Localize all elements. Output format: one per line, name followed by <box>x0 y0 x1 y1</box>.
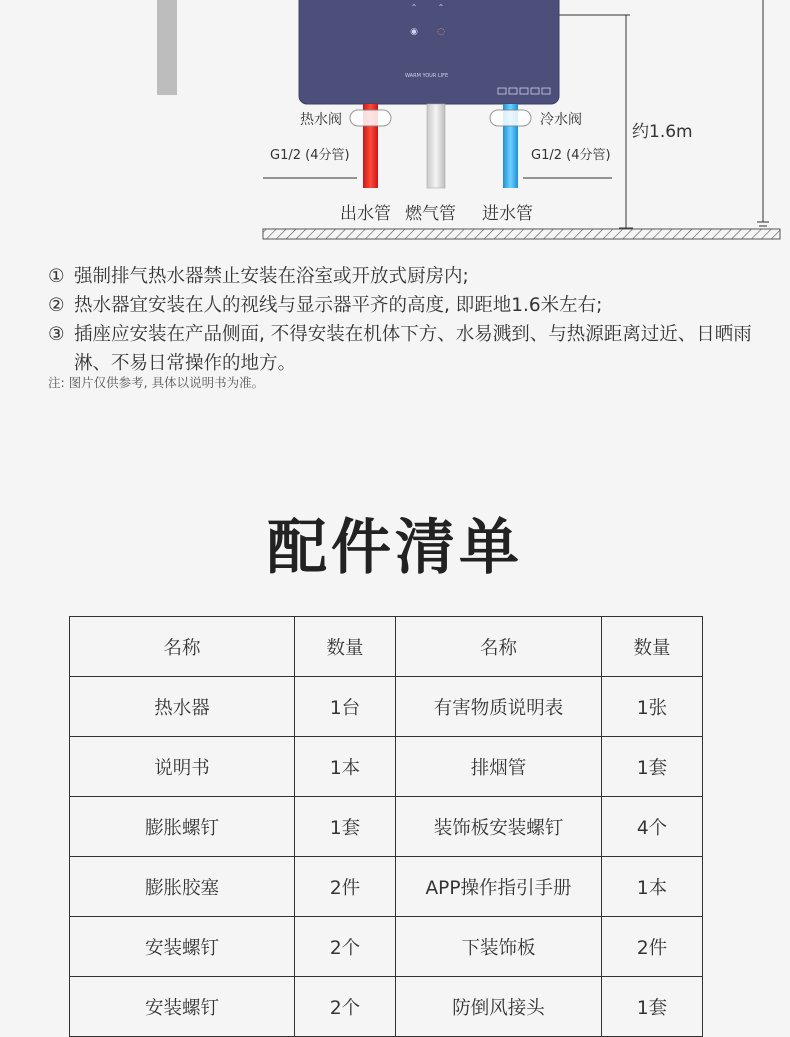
table-row <box>70 797 703 857</box>
table-cell: 防倒风接头 <box>396 977 602 1037</box>
header-qty-1: 数量 <box>295 617 396 677</box>
table-cell: 2件 <box>602 917 703 977</box>
note-item <box>48 262 778 291</box>
wall-bracket-bar <box>157 0 177 95</box>
table-cell: 1本 <box>295 737 396 797</box>
table-cell: 2件 <box>295 857 396 917</box>
section-title: 配件清单 <box>267 513 523 583</box>
gas-pipe-label: 燃气管 <box>405 204 456 224</box>
hot-water-valve <box>350 110 391 126</box>
installation-notes <box>48 262 778 378</box>
note-number: ① <box>48 266 65 287</box>
svg-text:⌃: ⌃ <box>410 3 418 12</box>
table-cell: APP操作指引手册 <box>396 857 602 917</box>
table-cell: 装饰板安装螺钉 <box>396 797 602 857</box>
table-cell: 1台 <box>295 677 396 737</box>
cold-valve-label: 冷水阀 <box>540 112 582 128</box>
note-item <box>48 320 778 378</box>
parts-list-table <box>69 616 703 1037</box>
table-row <box>70 917 703 977</box>
header-name-1: 名称 <box>70 617 295 677</box>
outlet-pipe-label: 出水管 <box>340 204 391 224</box>
heater-brand-text: WARM YOUR LIFE <box>405 73 449 79</box>
svg-text:◌: ◌ <box>437 27 445 37</box>
table-cell: 有害物质说明表 <box>396 677 602 737</box>
cold-pipe-spec: G1/2 (4分管) <box>531 148 611 163</box>
table-cell: 膨胀胶塞 <box>70 857 295 917</box>
table-cell: 4个 <box>602 797 703 857</box>
floor-hatch <box>263 229 780 239</box>
note-text: 插座应安装在产品侧面, 不得安装在机体下方、水易溅到、与热源距离过近、日晒雨淋、不易日常操作的地方。 <box>74 324 752 374</box>
table-cell: 1套 <box>602 977 703 1037</box>
header-qty-2: 数量 <box>602 617 703 677</box>
gas-pipe <box>427 104 445 188</box>
cold-water-valve <box>490 110 531 126</box>
table-cell: 安装螺钉 <box>70 977 295 1037</box>
table-cell: 安装螺钉 <box>70 917 295 977</box>
table-row <box>70 857 703 917</box>
hot-valve-label: 热水阀 <box>300 112 342 128</box>
inlet-pipe-label: 进水管 <box>482 204 533 224</box>
table-cell: 热水器 <box>70 677 295 737</box>
table-row <box>70 737 703 797</box>
note-text: 强制排气热水器禁止安装在浴室或开放式厨房内; <box>74 266 469 287</box>
table-row <box>70 977 703 1037</box>
svg-text:◉: ◉ <box>410 27 418 37</box>
table-cell: 1套 <box>295 797 396 857</box>
note-item <box>48 291 778 320</box>
table-cell: 2个 <box>295 917 396 977</box>
table-cell: 说明书 <box>70 737 295 797</box>
water-heater-unit <box>299 0 559 104</box>
note-text: 热水器宜安装在人的视线与显示器平齐的高度, 即距地1.6米左右; <box>74 295 603 316</box>
table-cell: 膨胀螺钉 <box>70 797 295 857</box>
installation-diagram <box>0 0 790 250</box>
table-cell: 1套 <box>602 737 703 797</box>
table-header-row <box>70 617 703 677</box>
note-number: ③ <box>48 324 65 345</box>
table-cell: 1张 <box>602 677 703 737</box>
table-cell: 排烟管 <box>396 737 602 797</box>
note-number: ② <box>48 295 65 316</box>
footnote: 注: 图片仅供参考, 具体以说明书为准。 <box>48 375 265 390</box>
table-cell: 1本 <box>602 857 703 917</box>
svg-text:⌃: ⌃ <box>437 3 445 12</box>
table-row <box>70 677 703 737</box>
table-cell: 2个 <box>295 977 396 1037</box>
header-name-2: 名称 <box>396 617 602 677</box>
hot-pipe-spec: G1/2 (4分管) <box>270 148 350 163</box>
table-cell: 下装饰板 <box>396 917 602 977</box>
height-dimension-label: 约1.6m <box>632 122 693 142</box>
